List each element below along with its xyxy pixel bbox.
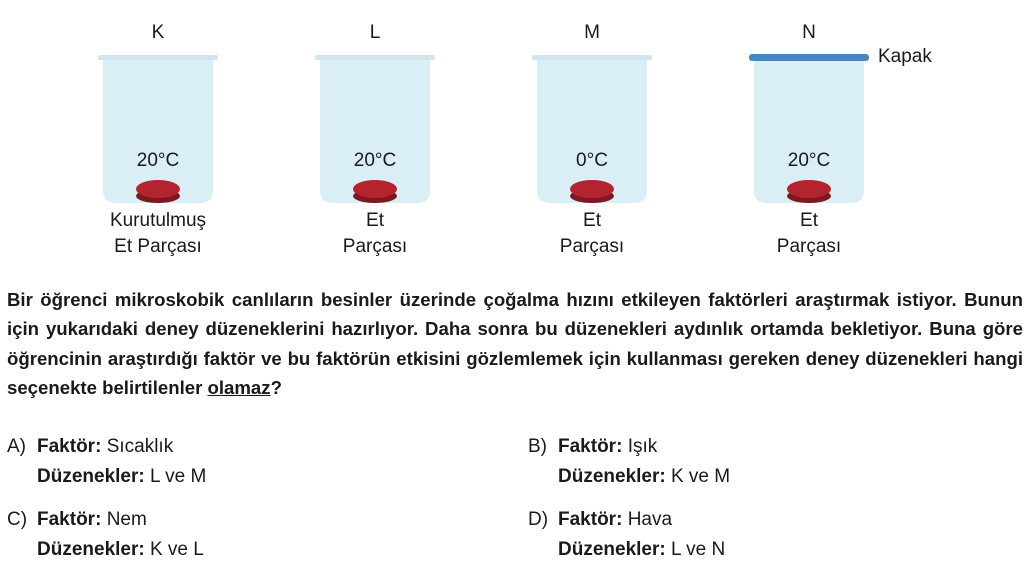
- factor-label: Faktör:: [558, 509, 623, 530]
- factor-value: Hava: [627, 509, 673, 530]
- setups-value: K ve L: [149, 539, 204, 560]
- setup-caption: [63, 208, 253, 260]
- beaker-icon: [517, 0, 667, 210]
- question-text: Bir öğrenci mikroskobik canlıların besinler üzerinde çoğalma hızını etkileyen faktörleri araştırmak istiyor. Bunun için yukarıdaki deney düzeneklerini hazırlıyor. Daha sonra bu düzenekleri aydınlık ortamda bekletiyor. Buna göre öğrencinin araştırdığı faktör ve bu faktörün etkisini gözlemlemek için kullanması gereken deney düzenekleri hangi seçenekte belirtilenler: [7, 289, 1023, 399]
- factor-label: Faktör:: [558, 436, 623, 457]
- caption-line: Parçası: [342, 236, 408, 257]
- option-c[interactable]: [7, 505, 204, 565]
- caption-line: Et: [800, 210, 818, 231]
- temperature-label: 20°C: [353, 150, 397, 171]
- setup-letter: M: [584, 22, 600, 43]
- question-end: ?: [270, 377, 282, 399]
- question-emphasis: olamaz: [207, 377, 271, 399]
- meat-icon: [353, 180, 397, 203]
- factor-value: Sıcaklık: [106, 436, 174, 457]
- caption-line: Kurutulmuş: [109, 210, 207, 231]
- question-stem: [7, 285, 1023, 403]
- temperature-label: 20°C: [136, 150, 180, 171]
- beaker-icon: [300, 0, 450, 210]
- option-b[interactable]: [528, 432, 730, 492]
- beaker-icon: [734, 0, 884, 210]
- setups-label: Düzenekler:: [558, 539, 666, 560]
- setup-letter: K: [151, 22, 165, 43]
- caption-line: Parçası: [559, 236, 625, 257]
- temperature-label: 20°C: [787, 150, 831, 171]
- lid-icon: [749, 54, 869, 61]
- caption-line: Et Parçası: [114, 236, 202, 257]
- option-a[interactable]: [7, 432, 206, 492]
- lid-label: Kapak: [878, 46, 932, 67]
- factor-value: Işık: [627, 436, 658, 457]
- factor-label: Faktör:: [37, 436, 102, 457]
- beaker-icon: [83, 0, 233, 210]
- setup-letter: N: [802, 22, 816, 43]
- factor-label: Faktör:: [37, 509, 102, 530]
- factor-value: Nem: [106, 509, 147, 530]
- option-d[interactable]: [528, 505, 725, 565]
- caption-line: Et: [583, 210, 601, 231]
- meat-icon: [787, 180, 831, 203]
- setups-label: Düzenekler:: [558, 466, 666, 487]
- option-letter: D): [528, 509, 549, 530]
- meat-icon: [570, 180, 614, 203]
- option-letter: A): [7, 436, 26, 457]
- setups-value: L ve M: [149, 466, 207, 487]
- setups-value: K ve M: [670, 466, 731, 487]
- temperature-label: 0°C: [576, 150, 608, 171]
- option-letter: C): [7, 509, 28, 530]
- setup-caption: [280, 208, 470, 260]
- setup-caption: [497, 208, 687, 260]
- option-letter: B): [528, 436, 547, 457]
- caption-line: Parçası: [776, 236, 842, 257]
- caption-line: Et: [366, 210, 384, 231]
- setups-label: Düzenekler:: [37, 539, 145, 560]
- setup-caption: [714, 208, 904, 260]
- meat-icon: [136, 180, 180, 203]
- setups-value: L ve N: [670, 539, 726, 560]
- setup-letter: L: [369, 22, 381, 43]
- setups-label: Düzenekler:: [37, 466, 145, 487]
